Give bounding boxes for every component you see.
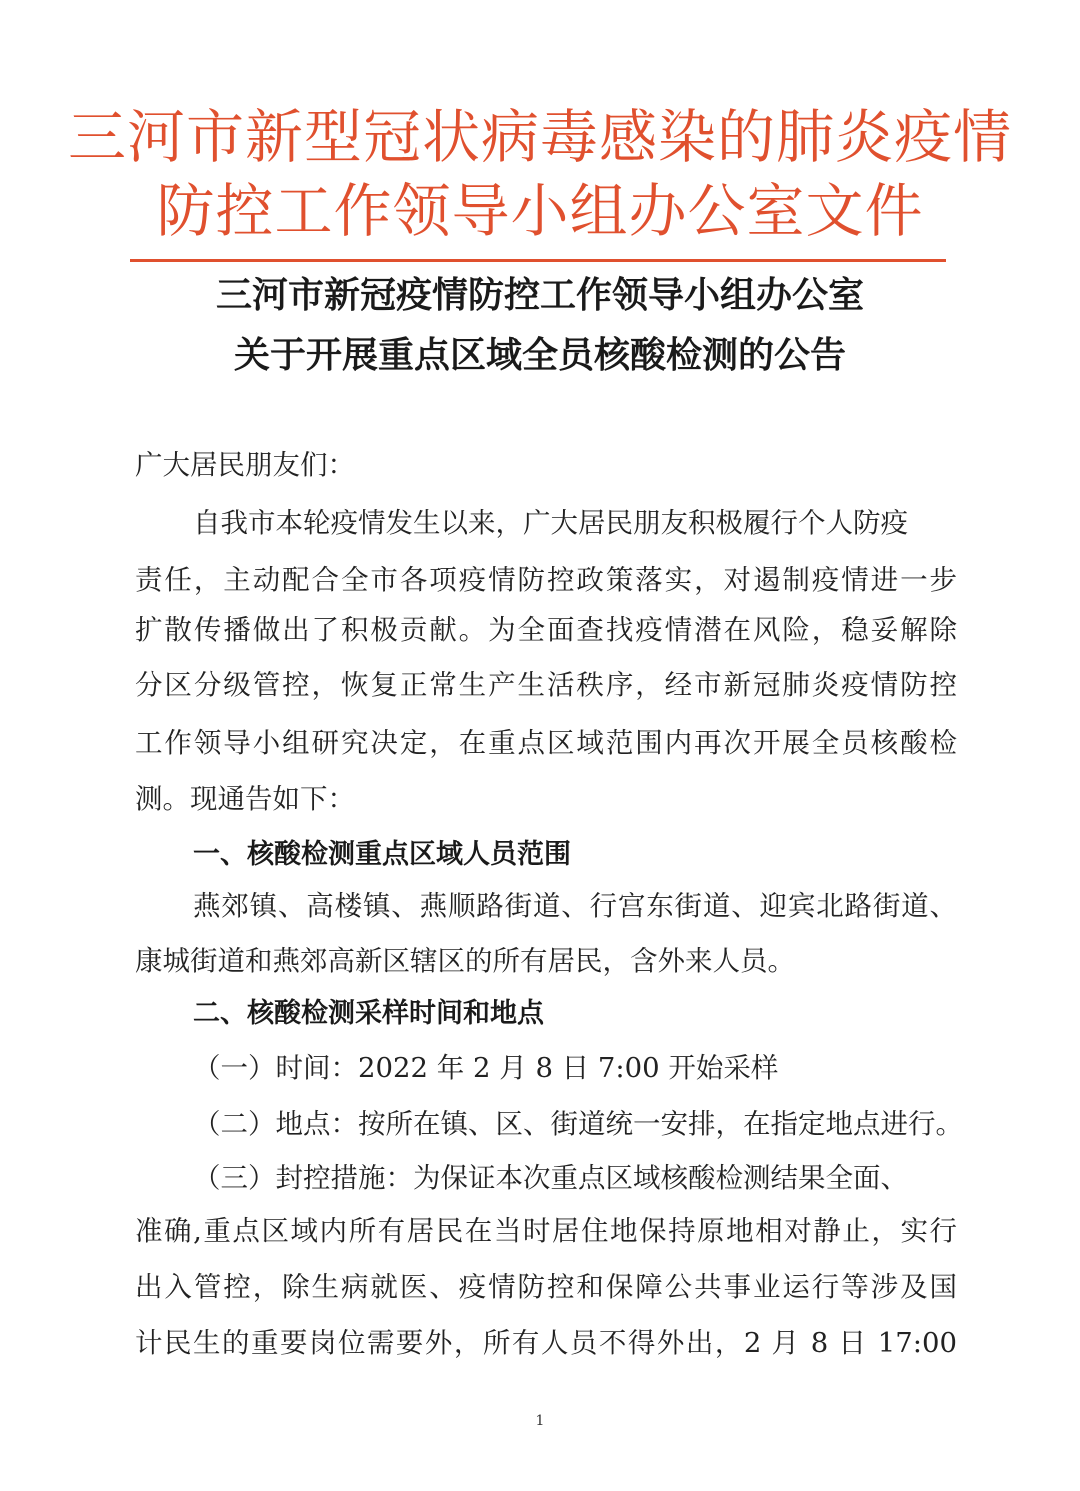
notice-title-line-1: 三河市新冠疫情防控工作领导小组办公室 [215, 275, 864, 316]
section-2-control-line: 计民生的重要岗位需要外，所有人员不得外出，2 月 8 日 17:00 [135, 1327, 957, 1359]
salutation: 广大居民朋友们： [135, 449, 355, 481]
notice-title-line-2: 关于开展重点区域全员核酸检测的公告 [233, 335, 846, 376]
section-1-line: 康城街道和燕郊高新区辖区的所有居民，含外来人员。 [135, 945, 795, 977]
header-divider [130, 259, 946, 262]
intro-line: 自我市本轮疫情发生以来，广大居民朋友积极履行个人防疫 [193, 507, 908, 539]
header-title-line-2: 防控工作领导小组办公室文件 [156, 177, 924, 245]
section-2-control-line: 准确,重点区域内所有居民在当时居住地保持原地相对静止，实行 [135, 1215, 957, 1247]
intro-line: 责任，主动配合全市各项疫情防控政策落实，对遏制疫情进一步 [135, 564, 957, 596]
page-number: 1 [535, 1413, 545, 1429]
intro-line: 扩散传播做出了积极贡献。为全面查找疫情潜在风险，稳妥解除 [135, 614, 957, 646]
header-title-line-1: 三河市新型冠状病毒感染的肺炎疫情 [67, 103, 1012, 171]
section-1-heading: 一、核酸检测重点区域人员范围 [193, 839, 571, 870]
section-2-control-line: 出入管控，除生病就医、疫情防控和保障公共事业运行等涉及国 [135, 1271, 957, 1303]
intro-line: 分区分级管控，恢复正常生产生活秩序，经市新冠肺炎疫情防控 [135, 669, 957, 701]
section-2-heading: 二、核酸检测采样时间和地点 [193, 998, 544, 1029]
section-2-control-line: （三）封控措施：为保证本次重点区域核酸检测结果全面、 [193, 1162, 908, 1194]
section-2-time: （一）时间：2022 年 2 月 8 日 7:00 开始采样 [193, 1052, 779, 1084]
section-1-line: 燕郊镇、高楼镇、燕顺路街道、行宫东街道、迎宾北路街道、 [193, 890, 957, 922]
section-2-place: （二）地点：按所在镇、区、街道统一安排，在指定地点进行。 [193, 1108, 963, 1140]
intro-line: 测。现通告如下： [135, 783, 355, 815]
intro-line: 工作领导小组研究决定，在重点区域范围内再次开展全员核酸检 [135, 727, 957, 759]
